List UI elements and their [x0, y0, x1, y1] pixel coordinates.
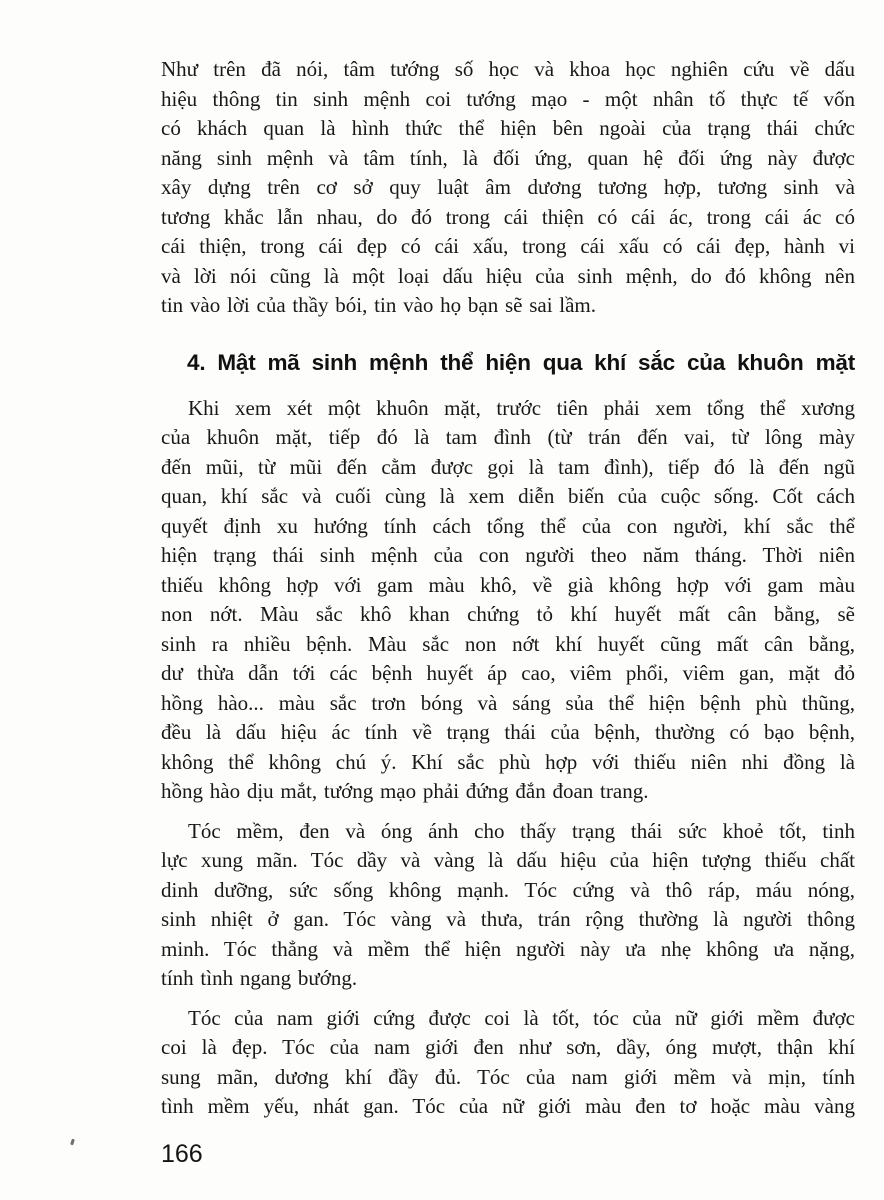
paragraph — [161, 55, 855, 321]
text-line: Như trên đã nói, tâm tướng số học và khoa học nghiên cứu về dấu — [161, 57, 855, 81]
text-line: và lời nói cũng là một loại dấu hiệu của sinh mệnh, do đó không nên — [161, 263, 855, 288]
page-number: 166 — [161, 1140, 203, 1168]
text-line: năng sinh mệnh và tâm tính, là đối ứng, quan hệ đối ứng này được — [161, 145, 855, 170]
text-line: sinh ra nhiều bệnh. Màu sắc non nớt khí huyết cũng mất cân bằng, — [161, 631, 855, 656]
text-line: tương khắc lẫn nhau, do đó trong cái thiện có cái ác, trong cái ác có — [161, 204, 855, 229]
text-line: coi là đẹp. Tóc của nam giới đen như sơn, dầy, óng mượt, thận khí — [161, 1035, 855, 1059]
text-line: cái thiện, trong cái đẹp có cái xấu, trong cái xấu có cái đẹp, hành vi — [161, 234, 855, 258]
text-line: hiện trạng thái sinh mệnh của con người theo năm tháng. Thời niên — [161, 543, 855, 567]
text-line: quyết định xu hướng tính cách tổng thể của con người, khí sắc thể — [161, 513, 855, 538]
text-line: hồng hào... màu sắc trơn bóng và sáng sủa thể hiện bệnh phù thũng, — [161, 690, 855, 715]
text-line: non nớt. Màu sắc khô khan chứng tỏ khí huyết mất cân bằng, sẽ — [161, 602, 855, 626]
text-line: sung mãn, dương khí đầy đủ. Tóc của nam giới mềm và mịn, tính — [161, 1064, 855, 1089]
paragraph — [161, 394, 855, 807]
text-line: có khách quan là hình thức thể hiện bên ngoài của trạng thái chức — [161, 116, 855, 140]
text-line: của khuôn mặt, tiếp đó là tam đình (từ trán đến vai, từ lông mày — [161, 425, 855, 449]
paragraph — [161, 1004, 855, 1122]
paragraph — [161, 817, 855, 994]
text-line: xây dựng trên cơ sở quy luật âm dương tương hợp, tương sinh và — [161, 175, 855, 199]
text-line: không thể không chú ý. Khí sắc phù hợp với thiếu niên nhi đồng là — [161, 749, 855, 774]
text-line: hồng hào dịu mắt, tướng mạo phải đứng đắn đoan trang. — [161, 779, 649, 803]
text-line: lực xung mãn. Tóc dầy và vàng là dấu hiệu của hiện tượng thiếu chất — [161, 848, 855, 872]
text-line: tính tình ngang bướng. — [161, 966, 358, 990]
text-line: thiếu không hợp với gam màu khô, về già không hợp với gam màu — [161, 572, 855, 597]
text-line: quan, khí sắc và cuối cùng là xem diễn biến của cuộc sống. Cốt cách — [161, 484, 855, 508]
text-line: Khi xem xét một khuôn mặt, trước tiên phải xem tổng thể xương — [188, 395, 855, 420]
heading-line: 4. Mật mã sinh mệnh thể hiện qua khí sắc của khuôn mặt — [187, 349, 855, 375]
section-heading — [161, 346, 855, 380]
text-line: dinh dưỡng, sức sống không mạnh. Tóc cứng và thô ráp, máu nóng, — [161, 877, 855, 902]
text-line: tin vào lời của thầy bói, tin vào họ bạn sẽ sai lầm. — [161, 293, 597, 317]
text-line: hiệu thông tin sinh mệnh coi tướng mạo - một nhân tố thực tế vốn — [161, 86, 855, 111]
ink-speck — [70, 1139, 75, 1146]
text-line: đến mũi, từ mũi đến cằm được gọi là tam đình), tiếp đó là đến ngũ — [161, 454, 855, 479]
text-line: Tóc của nam giới cứng được coi là tốt, tóc của nữ giới mềm được — [188, 1005, 855, 1030]
text-line: tình mềm yếu, nhát gan. Tóc của nữ giới màu đen tơ hoặc màu vàng — [161, 1094, 855, 1118]
text-line: Tóc mềm, đen và óng ánh cho thấy trạng thái sức khoẻ tốt, tinh — [188, 818, 855, 843]
text-line: đều là dấu hiệu ác tính về trạng thái của bệnh, thường có bạo bệnh, — [161, 720, 855, 744]
text-column — [161, 55, 855, 1132]
text-line: dư thừa dẫn tới các bệnh huyết áp cao, viêm phổi, viêm gan, mặt đỏ — [161, 661, 855, 685]
text-line: minh. Tóc thẳng và mềm thể hiện người này ưa nhẹ không ưa nặng, — [161, 936, 855, 961]
text-line: sinh nhiệt ở gan. Tóc vàng và thưa, trán rộng thường là người thông — [161, 907, 855, 931]
